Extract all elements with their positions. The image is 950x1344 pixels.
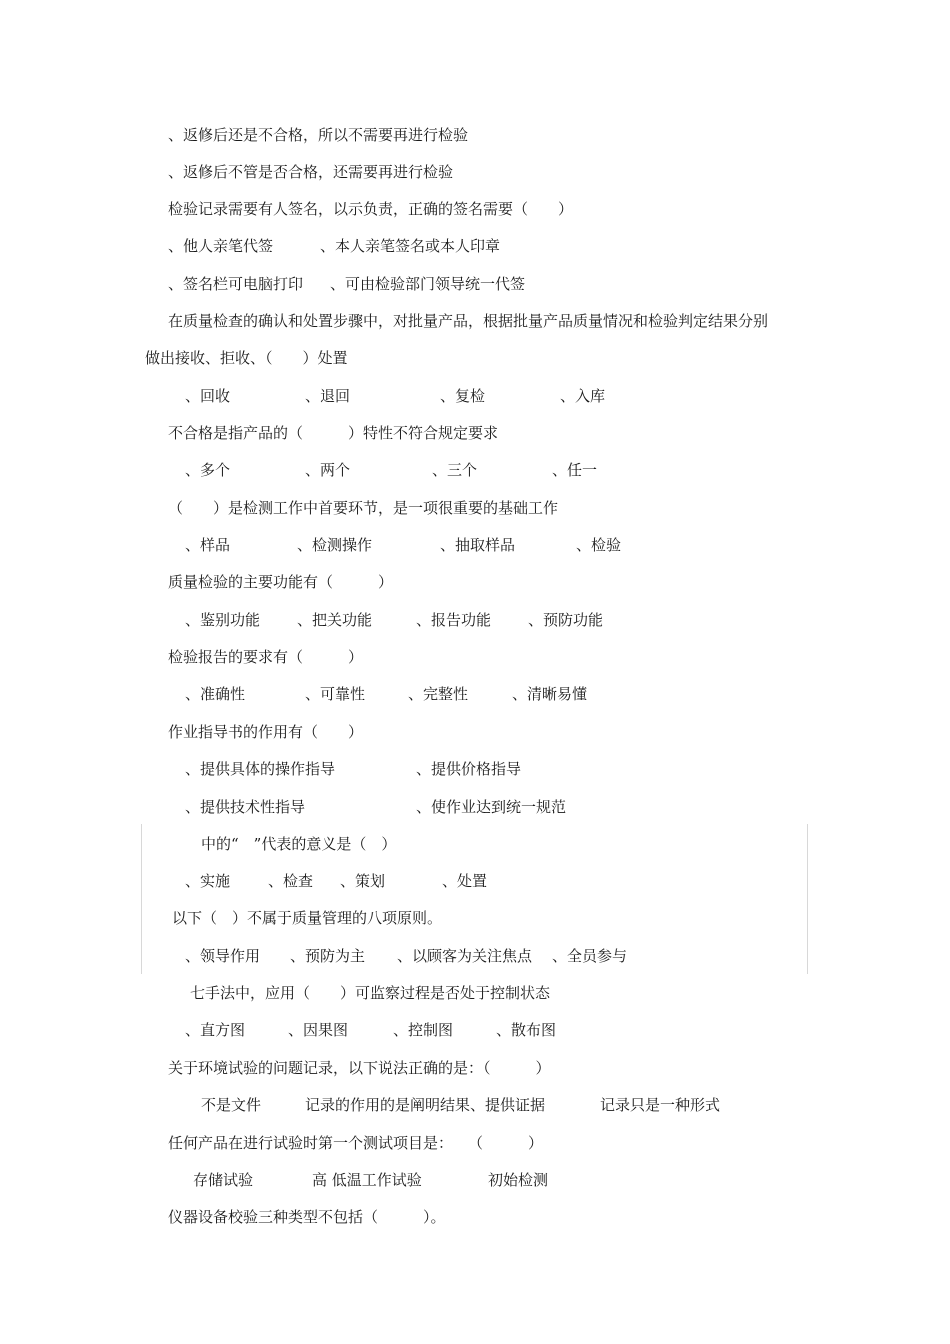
- option-d: 、使作业达到统一规范: [416, 798, 567, 816]
- option-b: 高 低温工作试验: [312, 1171, 422, 1189]
- option-b: 、本人亲笔签名或本人印章: [320, 237, 501, 255]
- question-line: 在质量检查的确认和处置步骤中，对批量产品，根据批量产品质量情况和检验判定结果分别: [168, 312, 769, 330]
- frame-line-right: [807, 824, 808, 974]
- option-d: 、处置: [442, 872, 488, 890]
- option-c: 、策划: [340, 872, 386, 890]
- option-d: 、入库: [560, 387, 606, 405]
- option-d: 、预防功能: [528, 611, 604, 629]
- option-d: 、任一: [552, 461, 598, 479]
- option-b: 记录的作用的是阐明结果、提供证据: [305, 1096, 546, 1114]
- option-c: 、以顾客为关注焦点: [397, 947, 533, 965]
- option-a: 、回收: [185, 387, 231, 405]
- option-c: 、控制图: [393, 1021, 454, 1039]
- option-d: 、清晰易懂: [512, 685, 588, 703]
- question-line: 关于环境试验的问题记录，以下说法正确的是：（ ）: [168, 1059, 551, 1077]
- option-b: 、检测操作: [297, 536, 373, 554]
- question-line-cont: 做出接收、拒收、（ ）处置: [145, 349, 348, 367]
- option-b: 、提供价格指导: [416, 760, 522, 778]
- option-c: 记录只是一种形式: [600, 1096, 721, 1114]
- option-c: 初始检测: [488, 1171, 549, 1189]
- option-b: 、因果图: [288, 1021, 349, 1039]
- option-c: 、三个: [432, 461, 478, 479]
- option-c: 、复检: [440, 387, 486, 405]
- option-c: 、提供技术性指导: [185, 798, 306, 816]
- option-a: 、准确性: [185, 685, 246, 703]
- option-a: 、鉴别功能: [185, 611, 261, 629]
- option-b: 、两个: [305, 461, 351, 479]
- option-b: 、预防为主: [290, 947, 366, 965]
- option-line: 、返修后还是不合格，所以不需要再进行检验: [168, 126, 469, 144]
- question-line: 仪器设备校验三种类型不包括（ ）。: [168, 1208, 446, 1226]
- option-d: 、检验: [576, 536, 622, 554]
- option-c: 、完整性: [408, 685, 469, 703]
- question-line: 检验记录需要有人签名，以示负责，正确的签名需要（ ）: [168, 200, 574, 218]
- option-a: 、提供具体的操作指导: [185, 760, 336, 778]
- option-a: 存储试验: [193, 1171, 254, 1189]
- option-a: 、实施: [185, 872, 231, 890]
- question-line: 不合格是指产品的（ ）特性不符合规定要求: [168, 424, 499, 442]
- option-a: 不是文件: [201, 1096, 262, 1114]
- question-line: （ ）是检测工作中首要环节，是一项很重要的基础工作: [168, 499, 559, 517]
- question-line: 检验报告的要求有（ ）: [168, 648, 364, 666]
- option-b: 、检查: [268, 872, 314, 890]
- option-c: 、签名栏可电脑打印: [168, 275, 304, 293]
- option-a: 、他人亲笔代签: [168, 237, 274, 255]
- question-line: 质量检验的主要功能有（ ）: [168, 573, 394, 591]
- question-line: 任何产品在进行试验时第一个测试项目是： （ ）: [168, 1134, 544, 1152]
- option-b: 、把关功能: [297, 611, 373, 629]
- option-a: 、直方图: [185, 1021, 246, 1039]
- question-line: 中的“ ”代表的意义是（ ）: [201, 835, 397, 853]
- option-b: 、退回: [305, 387, 351, 405]
- option-b: 、可靠性: [305, 685, 366, 703]
- option-d: 、全员参与: [552, 947, 628, 965]
- question-line: 作业指导书的作用有（ ）: [168, 723, 364, 741]
- question-line: 以下（ ）不属于质量管理的八项原则。: [172, 909, 443, 927]
- option-line: 、返修后不管是否合格，还需要再进行检验: [168, 163, 454, 181]
- question-line: 七手法中，应用（ ）可监察过程是否处于控制状态: [190, 984, 551, 1002]
- option-d: 、可由检验部门领导统一代签: [330, 275, 526, 293]
- option-c: 、抽取样品: [440, 536, 516, 554]
- option-c: 、报告功能: [416, 611, 492, 629]
- option-a: 、样品: [185, 536, 231, 554]
- option-a: 、领导作用: [185, 947, 261, 965]
- option-d: 、散布图: [496, 1021, 557, 1039]
- option-a: 、多个: [185, 461, 231, 479]
- frame-line-left: [141, 824, 142, 974]
